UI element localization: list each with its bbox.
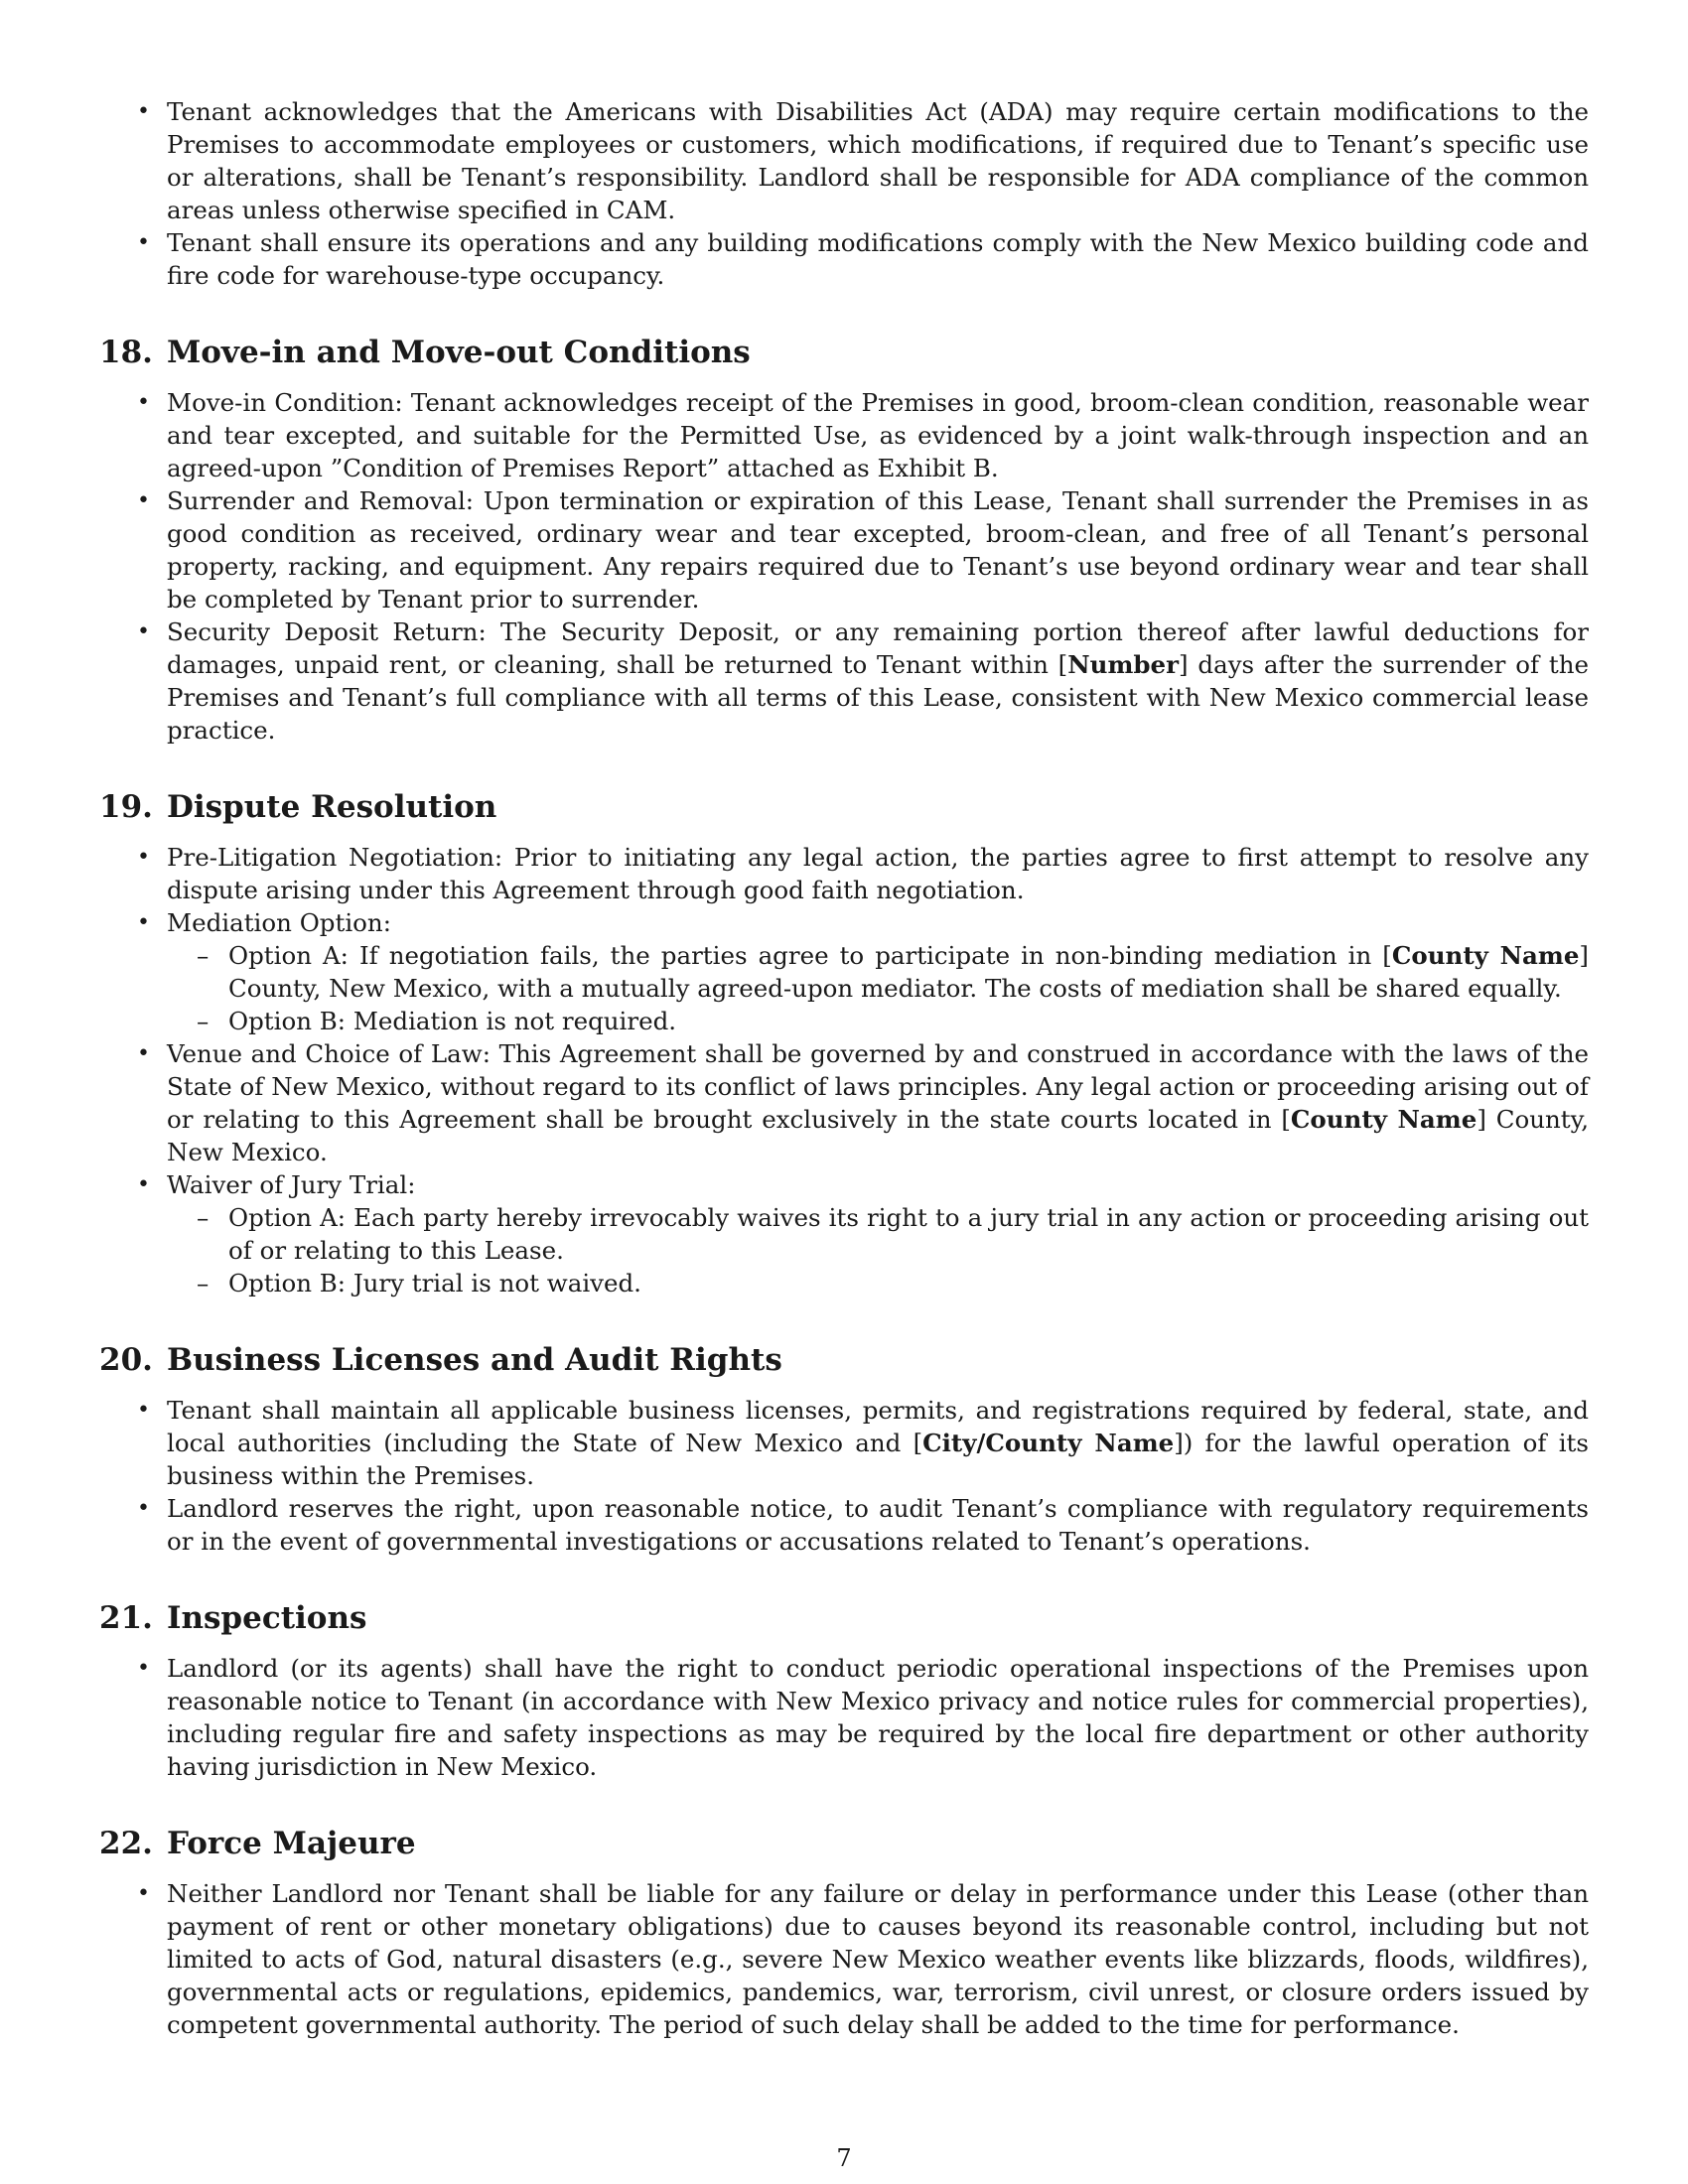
- section-heading-22: 22. Force Majeure: [99, 1826, 416, 1861]
- sub-list-item: – Option A: If negotiation fails, the parties agree to participate in non-binding mediation in [County Name] County, New Mexico, with a mutually agreed-upon mediator. The costs of mediation shall be shared equally.: [167, 939, 1589, 1005]
- jury-options: [167, 1201, 1589, 1299]
- list-item: • Waiver of Jury Trial: – Option A: Each party hereby irrevocably waives its right to a jury trial in any action or proceeding arising out of or relating to this Lease. – Option B: Jury trial is not waived.: [99, 1168, 1589, 1299]
- section-19-list: [99, 841, 1589, 1299]
- sub-list-item: – Option B: Mediation is not required.: [167, 1005, 1589, 1037]
- placeholder-field: County Name: [1391, 941, 1580, 970]
- section-heading-18: 18. Move-in and Move-out Conditions: [99, 335, 751, 370]
- section-21-list: [99, 1652, 1589, 1783]
- section-20-list: [99, 1394, 1589, 1558]
- list-item: • Tenant shall maintain all applicable business licenses, permits, and registrations required by federal, state, and local authorities (including the State of New Mexico and [City/County Name]) for the lawful operation of its business within the Premises.: [99, 1394, 1589, 1492]
- list-item: • Tenant acknowledges that the Americans with Disabilities Act (ADA) may require certain modifications to the Premises to accommodate employees or customers, which modifications, if required due to Tenant’s specific use or alterations, shall be Tenant’s responsibility. Landlord shall be responsible for ADA compliance of the common areas unless otherwise specified in CAM.: [99, 95, 1589, 226]
- list-item: • Landlord reserves the right, upon reasonable notice, to audit Tenant’s compliance with regulatory requirements or in the event of governmental investigations or accusations related to Tenant’s operations.: [99, 1492, 1589, 1558]
- sub-list-item: – Option B: Jury trial is not waived.: [167, 1267, 1589, 1299]
- list-item: • Security Deposit Return: The Security Deposit, or any remaining portion thereof after lawful deductions for damages, unpaid rent, or cleaning, shall be returned to Tenant within [Number] days after the surrender of the Premises and Tenant’s full compliance with all terms of this Lease, consistent with New Mexico commercial lease practice.: [99, 615, 1589, 747]
- list-item: • Pre-Litigation Negotiation: Prior to initiating any legal action, the parties agree to first attempt to resolve any dispute arising under this Agreement through good faith negotiation.: [99, 841, 1589, 906]
- mediation-options: [167, 939, 1589, 1037]
- section-18-list: [99, 386, 1589, 747]
- placeholder-field: County Name: [1290, 1105, 1477, 1134]
- list-item: • Surrender and Removal: Upon termination or expiration of this Lease, Tenant shall surrender the Premises in as good condition as received, ordinary wear and tear excepted, broom-clean, and free of all Tenant’s personal property, racking, and equipment. Any repairs required due to Tenant’s use beyond ordinary wear and tear shall be completed by Tenant prior to surrender.: [99, 484, 1589, 615]
- list-item: • Neither Landlord nor Tenant shall be liable for any failure or delay in performance under this Lease (other than payment of rent or other monetary obligations) due to causes beyond its reasonable control, including but not limited to acts of God, natural disasters (e.g., severe New Mexico weather events like blizzards, floods, wildfires), governmental acts or regulations, epidemics, pandemics, war, terrorism, civil unrest, or closure orders issued by competent governmental authority. The period of such delay shall be added to the time for performance.: [99, 1877, 1589, 2041]
- list-item: • Tenant shall ensure its operations and any building modifications comply with the New Mexico building code and fire code for warehouse-type occupancy.: [99, 226, 1589, 292]
- list-item: • Mediation Option: – Option A: If negotiation fails, the parties agree to participate in non-binding mediation in [County Name] County, New Mexico, with a mutually agreed-upon mediator. The costs of mediation shall be shared equally. – Option B: Mediation is not required.: [99, 906, 1589, 1037]
- list-item: • Move-in Condition: Tenant acknowledges receipt of the Premises in good, broom-clean condition, reasonable wear and tear excepted, and suitable for the Permitted Use, as evidenced by a joint walk-through inspection and an agreed-upon ”Condition of Premises Report” attached as Exhibit B.: [99, 386, 1589, 484]
- list-item: • Landlord (or its agents) shall have the right to conduct periodic operational inspections of the Premises upon reasonable notice to Tenant (in accordance with New Mexico privacy and notice rules for commercial properties), including regular fire and safety inspections as may be required by the local fire department or other authority having jurisdiction in New Mexico.: [99, 1652, 1589, 1783]
- list-item: • Venue and Choice of Law: This Agreement shall be governed by and construed in accordance with the laws of the State of New Mexico, without regard to its conflict of laws principles. Any legal action or proceeding arising out of or relating to this Agreement shall be brought exclusively in the state courts located in [County Name] County, New Mexico.: [99, 1037, 1589, 1168]
- section-heading-19: 19. Dispute Resolution: [99, 789, 497, 825]
- section-heading-20: 20. Business Licenses and Audit Rights: [99, 1342, 782, 1378]
- sub-list-item: – Option A: Each party hereby irrevocably waives its right to a jury trial in any action or proceeding arising out of or relating to this Lease.: [167, 1201, 1589, 1267]
- placeholder-field: City/County Name: [922, 1429, 1175, 1457]
- page-number: 7: [836, 2144, 852, 2172]
- section-heading-21: 21. Inspections: [99, 1600, 367, 1636]
- intro-list: [99, 95, 1589, 292]
- section-22-list: [99, 1877, 1589, 2041]
- document-page: [99, 95, 1589, 2041]
- placeholder-field: Number: [1067, 650, 1180, 679]
